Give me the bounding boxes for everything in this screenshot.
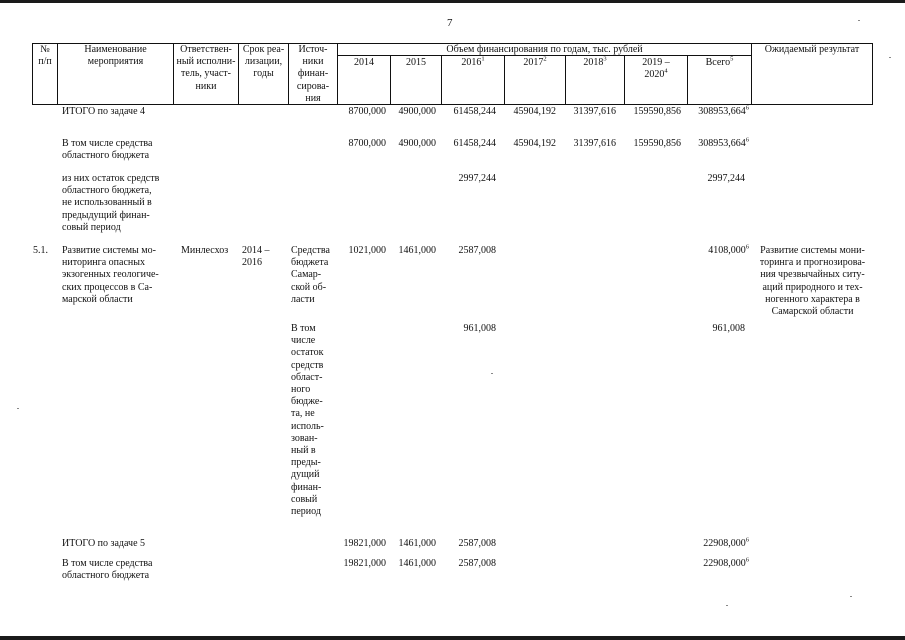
total-cell: 22908,000$^6$: [703, 536, 749, 549]
header-term: Срок реа- лизации, годы: [242, 44, 285, 80]
header-year-2018: 2018$^3$: [583, 55, 607, 68]
header-responsible: Ответствен- ный исполни- тель, участ- ники: [176, 44, 236, 92]
row-task4-total-name: ИТОГО по задаче 4: [62, 106, 146, 117]
scan-speck: [17, 408, 19, 409]
header-year-2016: 2016$^1$: [461, 55, 485, 68]
total-cell: 961,008: [712, 323, 745, 334]
header-total: Всего$^5$: [705, 55, 734, 68]
value-cell: 2587,008: [458, 245, 496, 256]
value-cell: 2587,008: [458, 558, 496, 569]
row-5-1-name: Развитие системы мо- ниторинга опасных экзогенных геологиче- ских процессов в Са- марской области: [62, 245, 159, 305]
header-year-2014: 2014: [354, 57, 374, 68]
row-task5-total-name: ИТОГО по задаче 5: [62, 538, 146, 549]
header-activity-name: Наименование мероприятия: [84, 44, 147, 68]
total-cell: 308953,664$^6$: [698, 136, 749, 149]
header-expected-result: Ожидаемый результат: [764, 44, 860, 55]
value-cell: 961,008: [463, 323, 496, 334]
value-cell: 19821,000: [343, 558, 386, 569]
value-cell: 159590,856: [633, 106, 681, 117]
value-cell: 19821,000: [343, 538, 386, 549]
value-cell: 4900,000: [398, 138, 436, 149]
row-5-1-remainder-source: В том числе остаток средств област- ного бюдже- та, не исполь- зован- ный в преды- дущий финан- совый период: [291, 323, 324, 518]
header-year-2019-2020: 2019 – 2020$^4$: [642, 57, 670, 81]
value-cell: 61458,244: [453, 138, 496, 149]
scan-speck: [889, 57, 891, 58]
total-cell: 4108,000$^6$: [708, 243, 749, 256]
value-cell: 4900,000: [398, 106, 436, 117]
scan-speck: [858, 20, 860, 21]
row-5-1-responsible: Минлесхоз: [181, 245, 229, 256]
row-task4-regional-name: В том числе средства областного бюджета: [62, 138, 153, 162]
top-border: [0, 0, 905, 3]
row-task5-regional-name: В том числе средства областного бюджета: [62, 558, 153, 582]
header-source: Источ- ники финан- сирова- ния: [296, 44, 330, 104]
header-year-2015: 2015: [406, 57, 426, 68]
header-number: № п/п: [38, 44, 52, 68]
value-cell: 61458,244: [453, 106, 496, 117]
total-cell: 308953,664$^6$: [698, 104, 749, 117]
value-cell: 45904,192: [513, 106, 556, 117]
bottom-border: [0, 636, 905, 640]
value-cell: 31397,616: [573, 106, 616, 117]
scan-speck: [726, 605, 728, 606]
scan-speck: [491, 373, 493, 374]
value-cell: 45904,192: [513, 138, 556, 149]
page-number: 7: [447, 17, 453, 29]
row-task4-remainder-name: из них остаток средств областного бюджета, не использованный в предыдущий финан- совый период: [62, 173, 160, 233]
value-cell: 1461,000: [398, 245, 436, 256]
header-year-2017: 2017$^2$: [523, 55, 547, 68]
total-cell: 22908,000$^6$: [703, 556, 749, 569]
value-cell: 31397,616: [573, 138, 616, 149]
value-cell: 2997,244: [458, 173, 496, 184]
value-cell: 8700,000: [348, 106, 386, 117]
value-cell: 8700,000: [348, 138, 386, 149]
value-cell: 1461,000: [398, 558, 436, 569]
row-5-1-term: 2014 – 2016: [242, 245, 270, 269]
row-5-1-expected-result: Развитие системы мони- торинга и прогнозирова- ния чрезвычайных ситу- аций природного и тех- ногенного характера в Самарской области: [759, 245, 866, 318]
row-5-1-source: Средства бюджета Самар- ской об- ласти: [291, 245, 330, 305]
scan-speck: [850, 596, 852, 597]
total-cell: 2997,244: [707, 173, 745, 184]
value-cell: 1461,000: [398, 538, 436, 549]
value-cell: 2587,008: [458, 538, 496, 549]
value-cell: 159590,856: [633, 138, 681, 149]
value-cell: 1021,000: [348, 245, 386, 256]
header-funding: Объем финансирования по годам, тыс. рублей: [446, 44, 643, 55]
row-5-1-number: 5.1.: [33, 245, 48, 256]
